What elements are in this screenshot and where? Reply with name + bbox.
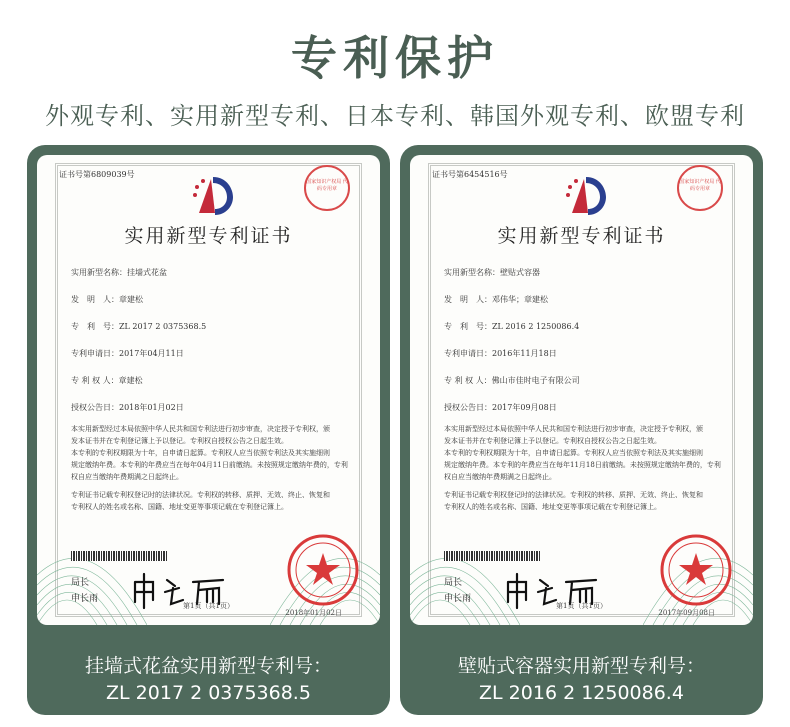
certificate-card-1: [27, 145, 390, 715]
page-subtitle: 外观专利、实用新型专利、日本专利、韩国外观专利、欧盟专利: [45, 102, 745, 130]
certificate-body-line: 专利权人的姓名或名称、国籍、地址变更等事项记载在专利登记簿上。: [444, 503, 661, 511]
field-name: 实用新型名称：壁贴式容器: [444, 268, 540, 277]
barcode: [71, 551, 167, 561]
certificate-number: 证书号第6454516号: [432, 170, 508, 179]
certificate-body-line: 专利证书记载专利权登记时的法律状况。专利权的转移、质押、无效、终止、恢复和: [71, 491, 330, 499]
seal-date: 2018年01月02日: [285, 609, 342, 617]
certificate-body-line: 权自应当缴纳年费期满之日起终止。: [71, 473, 183, 481]
certificate-image: [37, 155, 380, 625]
certificate-title: 实用新型专利证书: [124, 225, 293, 247]
certificate-body-line: 规定缴纳年费。本专利的年费应当在每年11月18日前缴纳。未按照规定缴纳年费的，专利: [444, 461, 721, 469]
certificate-body-line: 专利证书记载专利权登记时的法律状况。专利权的转移、质押、无效、终止、恢复和: [444, 491, 703, 499]
page-note: 第1页（共1页）: [183, 602, 234, 610]
page-title: 专利保护: [291, 31, 499, 85]
director-name: 申长雨: [444, 594, 472, 604]
certificate-body-line: 本实用新型经过本局依照中华人民共和国专利法进行初步审查，决定授予专利权，颁: [71, 425, 330, 433]
seal-date: 2017年09月08日: [658, 609, 715, 617]
certificate-body-line: 规定缴纳年费。本专利的年费应当在每年04月11日前缴纳。未按照规定缴纳年费的，专利: [71, 461, 348, 469]
caption-title: 挂墙式花盆实用新型专利号：: [84, 655, 332, 677]
field-patentee: 专 利 权 人：章建松: [71, 376, 143, 385]
field-inventor: 发 明 人：章建松: [71, 295, 143, 304]
certificate-body-line: 本实用新型经过本局依照中华人民共和国专利法进行初步审查，决定授予专利权，颁: [444, 425, 703, 433]
certificate-card-2: [400, 145, 763, 715]
official-stamp: 国家知识产权局 代码专用章: [304, 165, 350, 211]
field-grant-date: 授权公告日：2017年09月08日: [444, 403, 557, 412]
certificate-number: 证书号第6809039号: [59, 170, 135, 179]
red-seal: [286, 533, 360, 607]
field-patent-number: 专 利 号：ZL 2017 2 0375368.5: [71, 322, 207, 331]
patent-office-emblem-icon: [560, 169, 612, 221]
certificate-body-line: 专利权人的姓名或名称、国籍、地址变更等事项记载在专利登记簿上。: [71, 503, 288, 511]
certificate-body-line: 本专利的专利权期限为十年，自申请日起算。专利权人应当依照专利法及其实施细则: [71, 449, 330, 457]
field-patent-number: 专 利 号：ZL 2016 2 1250086.4: [444, 322, 580, 331]
certificate-body-line: 发本证书并在专利登记簿上予以登记。专利权自授权公告之日起生效。: [71, 437, 288, 445]
field-application-date: 专利申请日：2017年04月11日: [71, 349, 184, 358]
field-grant-date: 授权公告日：2018年01月02日: [71, 403, 184, 412]
caption-title: 壁贴式容器实用新型专利号：: [457, 655, 705, 677]
director-title: 局长: [71, 578, 90, 588]
barcode: [444, 551, 540, 561]
field-application-date: 专利申请日：2016年11月18日: [444, 349, 557, 358]
field-inventor: 发 明 人：邓伟华；章建松: [444, 295, 548, 304]
field-patentee: 专 利 权 人：佛山市佳时电子有限公司: [444, 376, 580, 385]
field-name: 实用新型名称：挂墙式花盆: [71, 268, 167, 277]
director-title: 局长: [444, 578, 463, 588]
certificate-body-line: 本专利的专利权期限为十年，自申请日起算。专利权人应当依照专利法及其实施细则: [444, 449, 703, 457]
certificate-body-line: 发本证书并在专利登记簿上予以登记。专利权自授权公告之日起生效。: [444, 437, 661, 445]
certificate-body-line: 权自应当缴纳年费期满之日起终止。: [444, 473, 556, 481]
director-name: 申长雨: [71, 594, 99, 604]
certificate-title: 实用新型专利证书: [497, 225, 666, 247]
red-seal: [659, 533, 733, 607]
page-note: 第1页（共1页）: [556, 602, 607, 610]
caption-patent-number: ZL 2017 2 0375368.5: [106, 682, 311, 704]
patent-office-emblem-icon: [187, 169, 239, 221]
certificate-image: [410, 155, 753, 625]
caption-patent-number: ZL 2016 2 1250086.4: [479, 682, 684, 704]
official-stamp: 国家知识产权局 代码专用章: [677, 165, 723, 211]
